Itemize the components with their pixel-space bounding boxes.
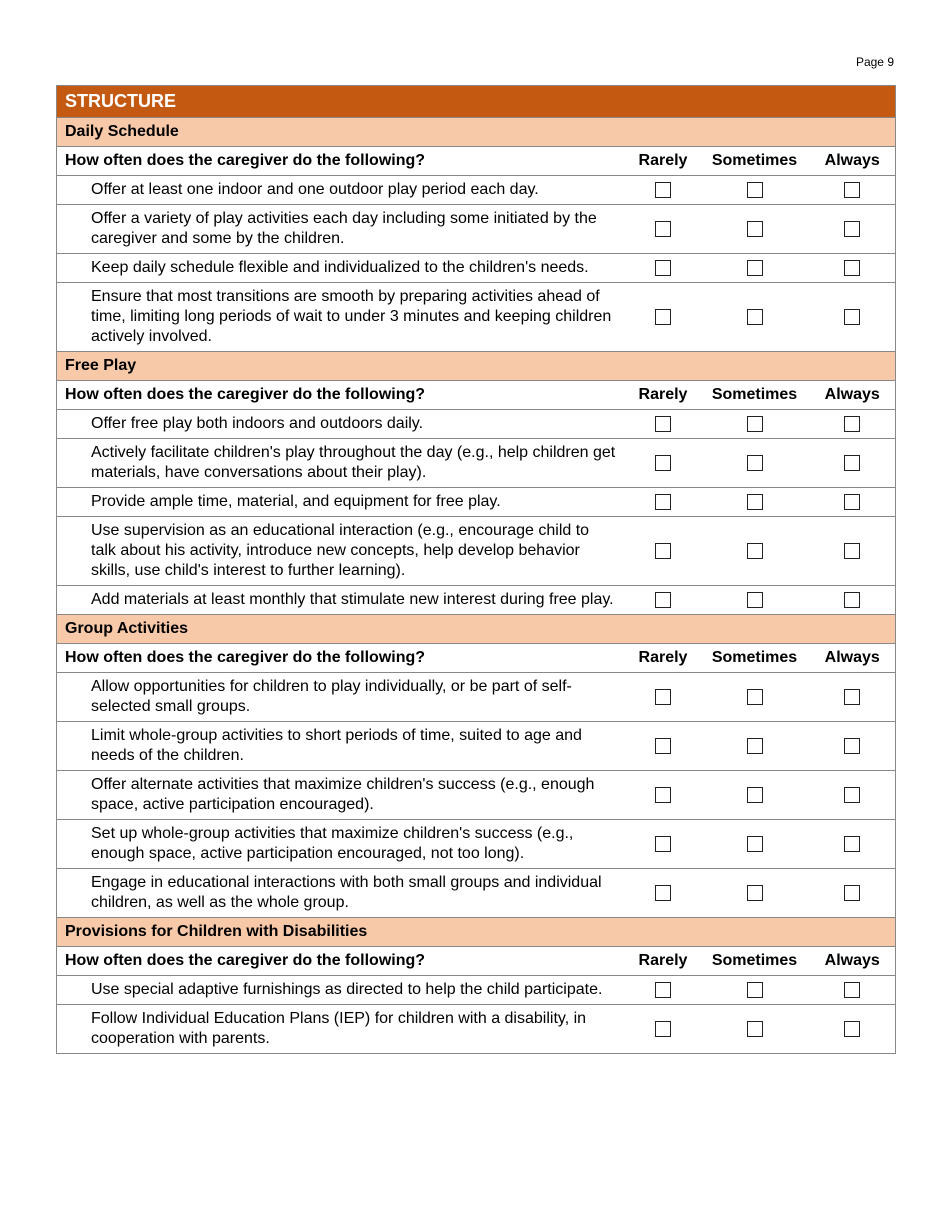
always-checkbox[interactable] — [844, 738, 860, 754]
cell-rarely — [627, 673, 700, 722]
rarely-checkbox[interactable] — [655, 592, 671, 608]
cell-rarely — [627, 283, 700, 352]
rarely-checkbox[interactable] — [655, 455, 671, 471]
rarely-checkbox[interactable] — [655, 182, 671, 198]
sometimes-checkbox[interactable] — [747, 689, 763, 705]
page-title: STRUCTURE — [57, 86, 896, 118]
section-heading: Daily Schedule — [57, 118, 896, 147]
question-text: Provide ample time, material, and equipment for free play. — [57, 488, 627, 517]
cell-sometimes — [700, 439, 810, 488]
question-row — [57, 410, 896, 439]
cell-sometimes — [700, 205, 810, 254]
sometimes-checkbox[interactable] — [747, 455, 763, 471]
sometimes-checkbox[interactable] — [747, 416, 763, 432]
question-text: Offer free play both indoors and outdoors daily. — [57, 410, 627, 439]
rarely-checkbox[interactable] — [655, 689, 671, 705]
always-checkbox[interactable] — [844, 1021, 860, 1037]
question-row — [57, 205, 896, 254]
cell-rarely — [627, 771, 700, 820]
question-row — [57, 517, 896, 586]
rarely-checkbox[interactable] — [655, 1021, 671, 1037]
cell-sometimes — [700, 283, 810, 352]
cell-rarely — [627, 869, 700, 918]
cell-rarely — [627, 488, 700, 517]
question-header: How often does the caregiver do the following? — [57, 147, 627, 176]
cell-sometimes — [700, 869, 810, 918]
cell-always — [810, 488, 896, 517]
sometimes-checkbox[interactable] — [747, 182, 763, 198]
rarely-checkbox[interactable] — [655, 885, 671, 901]
column-header-rarely: Rarely — [627, 147, 700, 176]
sometimes-checkbox[interactable] — [747, 309, 763, 325]
rarely-checkbox[interactable] — [655, 309, 671, 325]
cell-always — [810, 771, 896, 820]
sometimes-checkbox[interactable] — [747, 494, 763, 510]
always-checkbox[interactable] — [844, 260, 860, 276]
section-provisions-for-children-with-disabilities — [57, 918, 896, 947]
cell-rarely — [627, 176, 700, 205]
column-header-rarely: Rarely — [627, 644, 700, 673]
section-heading: Group Activities — [57, 615, 896, 644]
cell-always — [810, 176, 896, 205]
question-header-row — [57, 381, 896, 410]
cell-rarely — [627, 586, 700, 615]
column-header-rarely: Rarely — [627, 381, 700, 410]
question-row — [57, 1005, 896, 1054]
question-text: Follow Individual Education Plans (IEP) for children with a disability, in cooperation with parents. — [57, 1005, 627, 1054]
cell-always — [810, 820, 896, 869]
cell-always — [810, 673, 896, 722]
always-checkbox[interactable] — [844, 592, 860, 608]
rarely-checkbox[interactable] — [655, 416, 671, 432]
question-header: How often does the caregiver do the following? — [57, 947, 627, 976]
always-checkbox[interactable] — [844, 455, 860, 471]
section-free-play — [57, 352, 896, 381]
section-heading: Provisions for Children with Disabilities — [57, 918, 896, 947]
question-row — [57, 673, 896, 722]
always-checkbox[interactable] — [844, 494, 860, 510]
question-text: Use supervision as an educational interaction (e.g., encourage child to talk about his activity, introduce new concepts, help develop behavior skills, use child's interest to further learning). — [57, 517, 627, 586]
cell-always — [810, 869, 896, 918]
cell-always — [810, 722, 896, 771]
cell-sometimes — [700, 976, 810, 1005]
question-row — [57, 439, 896, 488]
column-header-sometimes: Sometimes — [700, 147, 810, 176]
cell-rarely — [627, 439, 700, 488]
question-row — [57, 771, 896, 820]
question-text: Set up whole-group activities that maximize children's success (e.g., enough space, active participation encouraged, not too long). — [57, 820, 627, 869]
cell-always — [810, 410, 896, 439]
question-text: Limit whole-group activities to short periods of time, suited to age and needs of the children. — [57, 722, 627, 771]
cell-always — [810, 976, 896, 1005]
question-text: Offer at least one indoor and one outdoor play period each day. — [57, 176, 627, 205]
rarely-checkbox[interactable] — [655, 738, 671, 754]
question-header: How often does the caregiver do the following? — [57, 644, 627, 673]
sometimes-checkbox[interactable] — [747, 836, 763, 852]
rarely-checkbox[interactable] — [655, 494, 671, 510]
section-heading: Free Play — [57, 352, 896, 381]
cell-sometimes — [700, 254, 810, 283]
section-title-row — [57, 86, 896, 118]
column-header-always: Always — [810, 147, 896, 176]
column-header-sometimes: Sometimes — [700, 947, 810, 976]
cell-always — [810, 517, 896, 586]
question-text: Keep daily schedule flexible and individualized to the children's needs. — [57, 254, 627, 283]
cell-sometimes — [700, 673, 810, 722]
question-row — [57, 488, 896, 517]
question-text: Add materials at least monthly that stimulate new interest during free play. — [57, 586, 627, 615]
rarely-checkbox[interactable] — [655, 543, 671, 559]
column-header-sometimes: Sometimes — [700, 381, 810, 410]
section-daily-schedule — [57, 118, 896, 147]
rarely-checkbox[interactable] — [655, 221, 671, 237]
cell-sometimes — [700, 488, 810, 517]
cell-always — [810, 205, 896, 254]
column-header-always: Always — [810, 644, 896, 673]
cell-sometimes — [700, 176, 810, 205]
rarely-checkbox[interactable] — [655, 836, 671, 852]
rarely-checkbox[interactable] — [655, 982, 671, 998]
cell-sometimes — [700, 722, 810, 771]
question-text: Ensure that most transitions are smooth by preparing activities ahead of time, limiting long periods of wait to under 3 minutes and keeping children actively involved. — [57, 283, 627, 352]
column-header-rarely: Rarely — [627, 947, 700, 976]
cell-rarely — [627, 517, 700, 586]
sometimes-checkbox[interactable] — [747, 1021, 763, 1037]
cell-always — [810, 283, 896, 352]
question-header-row — [57, 947, 896, 976]
cell-sometimes — [700, 517, 810, 586]
always-checkbox[interactable] — [844, 689, 860, 705]
cell-sometimes — [700, 820, 810, 869]
cell-rarely — [627, 820, 700, 869]
always-checkbox[interactable] — [844, 543, 860, 559]
always-checkbox[interactable] — [844, 182, 860, 198]
sometimes-checkbox[interactable] — [747, 260, 763, 276]
question-header-row — [57, 644, 896, 673]
question-header-row — [57, 147, 896, 176]
cell-rarely — [627, 1005, 700, 1054]
page-number: Page 9 — [855, 55, 894, 69]
cell-rarely — [627, 722, 700, 771]
cell-rarely — [627, 254, 700, 283]
always-checkbox[interactable] — [844, 309, 860, 325]
cell-rarely — [627, 976, 700, 1005]
question-text: Offer alternate activities that maximize children's success (e.g., enough space, active participation encouraged). — [57, 771, 627, 820]
sometimes-checkbox[interactable] — [747, 982, 763, 998]
question-row — [57, 976, 896, 1005]
rarely-checkbox[interactable] — [655, 787, 671, 803]
always-checkbox[interactable] — [844, 982, 860, 998]
question-row — [57, 176, 896, 205]
sometimes-checkbox[interactable] — [747, 221, 763, 237]
structure-table — [56, 85, 896, 1054]
column-header-always: Always — [810, 947, 896, 976]
cell-rarely — [627, 205, 700, 254]
sometimes-checkbox[interactable] — [747, 738, 763, 754]
always-checkbox[interactable] — [844, 787, 860, 803]
column-header-sometimes: Sometimes — [700, 644, 810, 673]
question-row — [57, 254, 896, 283]
cell-always — [810, 254, 896, 283]
sometimes-checkbox[interactable] — [747, 885, 763, 901]
column-header-always: Always — [810, 381, 896, 410]
cell-always — [810, 1005, 896, 1054]
sometimes-checkbox[interactable] — [747, 787, 763, 803]
question-row — [57, 283, 896, 352]
cell-sometimes — [700, 771, 810, 820]
cell-rarely — [627, 410, 700, 439]
rarely-checkbox[interactable] — [655, 260, 671, 276]
always-checkbox[interactable] — [844, 836, 860, 852]
question-row — [57, 869, 896, 918]
question-header: How often does the caregiver do the following? — [57, 381, 627, 410]
always-checkbox[interactable] — [844, 221, 860, 237]
sometimes-checkbox[interactable] — [747, 543, 763, 559]
cell-always — [810, 586, 896, 615]
question-text: Offer a variety of play activities each day including some initiated by the caregiver and some by the children. — [57, 205, 627, 254]
cell-sometimes — [700, 1005, 810, 1054]
question-row — [57, 820, 896, 869]
question-text: Actively facilitate children's play throughout the day (e.g., help children get materials, have conversations about their play). — [57, 439, 627, 488]
cell-sometimes — [700, 410, 810, 439]
cell-always — [810, 439, 896, 488]
question-row — [57, 586, 896, 615]
question-text: Allow opportunities for children to play individually, or be part of self-selected small groups. — [57, 673, 627, 722]
sometimes-checkbox[interactable] — [747, 592, 763, 608]
section-group-activities — [57, 615, 896, 644]
cell-sometimes — [700, 586, 810, 615]
question-text: Use special adaptive furnishings as directed to help the child participate. — [57, 976, 627, 1005]
always-checkbox[interactable] — [844, 885, 860, 901]
question-text: Engage in educational interactions with both small groups and individual children, as well as the whole group. — [57, 869, 627, 918]
always-checkbox[interactable] — [844, 416, 860, 432]
question-row — [57, 722, 896, 771]
